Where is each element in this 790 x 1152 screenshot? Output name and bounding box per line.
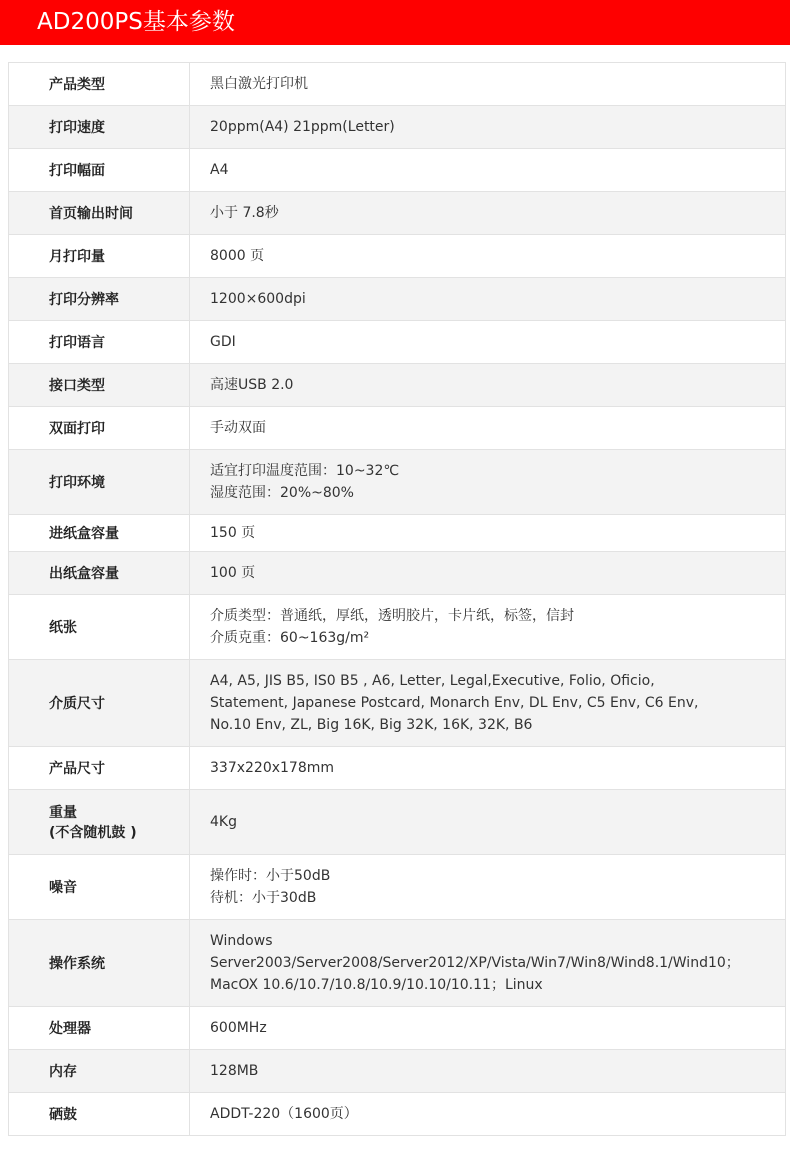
spec-label-line: 出纸盒容量 (49, 566, 119, 582)
spec-value (190, 407, 786, 450)
spec-row (9, 364, 786, 407)
spec-value-line: MacOX 10.6/10.7/10.8/10.9/10.10/10.11；Linux (210, 977, 543, 993)
spec-label-line: (不含随机鼓 ) (49, 825, 137, 841)
spec-row (9, 552, 786, 595)
spec-value-line: 高速USB 2.0 (210, 377, 294, 393)
spec-value (190, 515, 786, 552)
spec-value-line: 黑白激光打印机 (210, 76, 308, 92)
spec-value (190, 747, 786, 790)
spec-value-line: 128MB (210, 1063, 259, 1079)
spec-row (9, 515, 786, 552)
spec-value (190, 364, 786, 407)
spec-value-line: 337x220x178mm (210, 760, 335, 776)
spec-value-line: 4Kg (210, 814, 237, 830)
spec-row (9, 1093, 786, 1136)
spec-label (9, 920, 190, 1007)
spec-value (190, 321, 786, 364)
spec-row (9, 63, 786, 106)
spec-value-line: 湿度范围：20%~80% (210, 485, 354, 501)
spec-value-line: 150 页 (210, 525, 256, 541)
spec-label (9, 106, 190, 149)
spec-label-line: 内存 (49, 1064, 77, 1080)
spec-label-line: 硒鼓 (49, 1107, 77, 1123)
spec-value-line: 介质类型：普通纸，厚纸，透明胶片，卡片纸，标签，信封 (210, 608, 574, 624)
spec-value-line: 20ppm(A4) 21ppm(Letter) (210, 119, 395, 135)
spec-label (9, 595, 190, 660)
spec-label (9, 1093, 190, 1136)
spec-label (9, 278, 190, 321)
spec-value (190, 106, 786, 149)
spec-value (190, 192, 786, 235)
spec-row (9, 450, 786, 515)
spec-value-line: 600MHz (210, 1020, 267, 1036)
spec-value-line: 小于 7.8秒 (210, 205, 279, 221)
spec-value (190, 235, 786, 278)
spec-label-line: 产品尺寸 (49, 761, 105, 777)
spec-label (9, 515, 190, 552)
spec-row (9, 407, 786, 450)
spec-row (9, 149, 786, 192)
spec-value-line: A4 (210, 162, 229, 178)
spec-row (9, 595, 786, 660)
spec-value (190, 149, 786, 192)
spec-row (9, 235, 786, 278)
spec-label-line: 打印分辨率 (49, 292, 119, 308)
spec-value-line: Server2003/Server2008/Server2012/XP/Vista/Win7/Win8/Wind8.1/Wind10； (210, 955, 740, 971)
spec-label-line: 处理器 (49, 1021, 91, 1037)
page-title-bar (0, 0, 790, 45)
spec-label-line: 纸张 (49, 620, 77, 636)
spec-label (9, 747, 190, 790)
spec-value-line: 手动双面 (210, 420, 266, 436)
spec-label-line: 双面打印 (49, 421, 105, 437)
spec-row (9, 192, 786, 235)
spec-value-line: GDI (210, 334, 236, 350)
spec-label (9, 552, 190, 595)
spec-label (9, 407, 190, 450)
spec-row (9, 106, 786, 149)
spec-row (9, 1050, 786, 1093)
spec-value (190, 595, 786, 660)
spec-value (190, 278, 786, 321)
spec-row (9, 790, 786, 855)
spec-value-line: ADDT-220（1600页） (210, 1106, 358, 1122)
spec-row (9, 278, 786, 321)
spec-value (190, 1050, 786, 1093)
spec-label-line: 打印速度 (49, 120, 105, 136)
spec-value (190, 552, 786, 595)
spec-row (9, 920, 786, 1007)
spec-label-line: 月打印量 (49, 249, 105, 265)
spec-label (9, 1050, 190, 1093)
spec-value-line: No.10 Env, ZL, Big 16K, Big 32K, 16K, 32K, B6 (210, 717, 533, 733)
spec-label (9, 321, 190, 364)
spec-value (190, 660, 786, 747)
spec-row (9, 321, 786, 364)
spec-value-line: 待机：小于30dB (210, 890, 317, 906)
spec-row (9, 855, 786, 920)
spec-value (190, 63, 786, 106)
spec-label (9, 192, 190, 235)
spec-label (9, 364, 190, 407)
spec-value-line: 介质克重：60~163g/m² (210, 630, 370, 646)
spec-label-line: 介质尺寸 (49, 696, 105, 712)
spec-row (9, 660, 786, 747)
spec-value (190, 920, 786, 1007)
spec-label-line: 噪音 (49, 880, 77, 896)
spec-value-line: 1200×600dpi (210, 291, 306, 307)
spec-value (190, 790, 786, 855)
spec-label (9, 63, 190, 106)
spec-value-line: A4, A5, JIS B5, IS0 B5 , A6, Letter, Legal,Executive, Folio, Oficio, (210, 673, 655, 689)
spec-value-line: 操作时：小于50dB (210, 868, 331, 884)
spec-value (190, 450, 786, 515)
spec-table (8, 62, 786, 1136)
spec-label-line: 进纸盒容量 (49, 526, 119, 542)
spec-value (190, 1093, 786, 1136)
spec-label-line: 重量 (49, 805, 77, 821)
spec-value (190, 1007, 786, 1050)
spec-label (9, 660, 190, 747)
page-title: AD200PS基本参数 (37, 9, 235, 35)
spec-row (9, 1007, 786, 1050)
spec-label-line: 打印语言 (49, 335, 105, 351)
spec-label-line: 打印幅面 (49, 163, 105, 179)
spec-label (9, 855, 190, 920)
spec-value-line: Windows (210, 933, 273, 949)
spec-label-line: 打印环境 (49, 475, 105, 491)
spec-value (190, 855, 786, 920)
spec-label-line: 首页输出时间 (49, 206, 133, 222)
spec-value-line: 适宜打印温度范围：10~32℃ (210, 463, 400, 479)
spec-table-body (9, 63, 786, 1136)
spec-label-line: 操作系统 (49, 956, 105, 972)
spec-value-line: 8000 页 (210, 248, 265, 264)
spec-label (9, 235, 190, 278)
spec-label (9, 149, 190, 192)
spec-label (9, 1007, 190, 1050)
spec-label-line: 产品类型 (49, 77, 105, 93)
spec-label-line: 接口类型 (49, 378, 105, 394)
spec-label (9, 790, 190, 855)
spec-value-line: Statement, Japanese Postcard, Monarch Env, DL Env, C5 Env, C6 Env, (210, 695, 699, 711)
spec-label (9, 450, 190, 515)
spec-value-line: 100 页 (210, 565, 256, 581)
spec-row (9, 747, 786, 790)
